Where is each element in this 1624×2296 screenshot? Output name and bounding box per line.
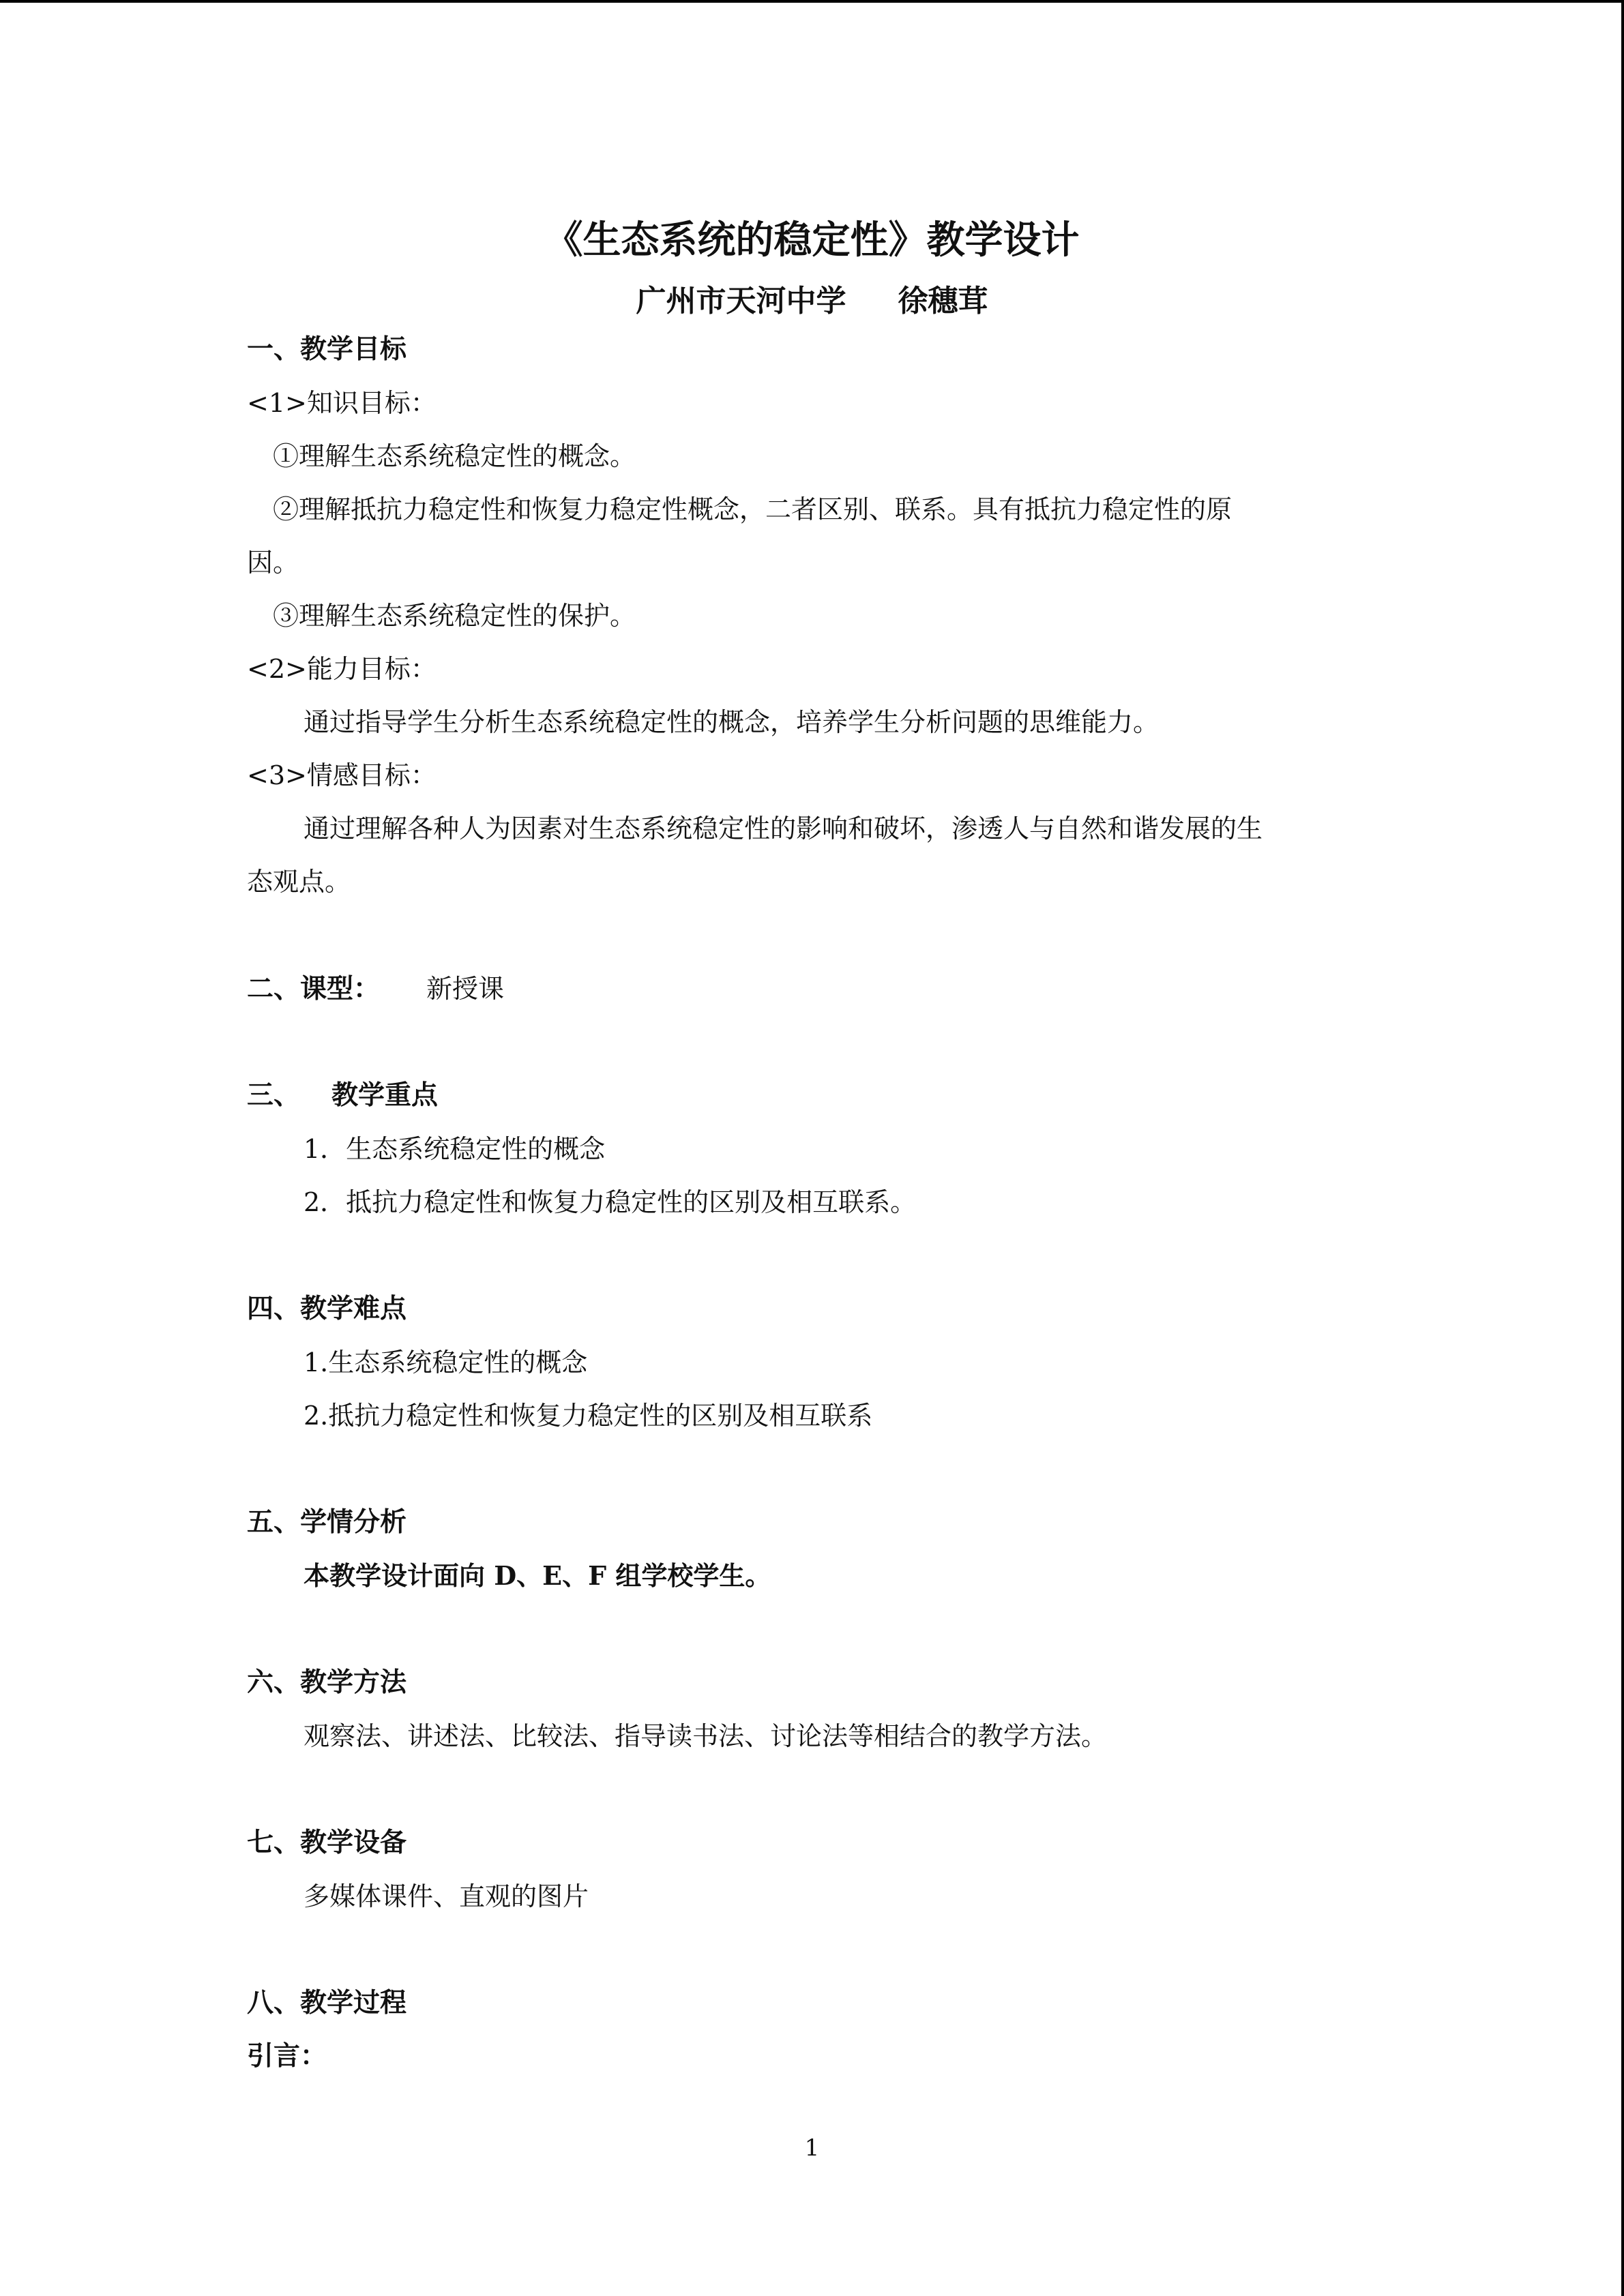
knowledge-goal-label: <1>知识目标： <box>247 388 437 418</box>
section-1-heading: 一、教学目标 <box>247 334 407 365</box>
ability-goal-text: 通过指导学生分析生态系统稳定性的概念，培养学生分析问题的思维能力。 <box>304 707 1160 737</box>
student-analysis-text: 本教学设计面向 D、E、F 组学校学生。 <box>304 1560 771 1591</box>
section-3-prefix: 三、 <box>247 1080 301 1111</box>
difficulty-2: 2.抵抗力稳定性和恢复力稳定性的区别及相互联系 <box>304 1401 873 1431</box>
knowledge-goal-1: ①理解生态系统稳定性的概念。 <box>273 441 636 471</box>
lesson-type-value: 新授课 <box>426 974 505 1004</box>
section-7-heading: 七、教学设备 <box>247 1828 407 1858</box>
ability-goal-label: <2>能力目标： <box>247 654 437 684</box>
page-top-border <box>0 0 1624 3</box>
emotion-goal-line-2: 态观点。 <box>247 867 351 897</box>
key-point-1: 1．生态系统稳定性的概念 <box>304 1134 606 1164</box>
section-3-title: 教学重点 <box>331 1080 439 1111</box>
section-2-heading <box>247 972 504 1007</box>
introduction-label: 引言： <box>247 2041 327 2072</box>
emotion-goal-line-1: 通过理解各种人为因素对生态系统稳定性的影响和破坏，渗透人与自然和谐发展的生 <box>304 814 1263 844</box>
knowledge-goal-2-line-1: ②理解抵抗力稳定性和恢复力稳定性概念，二者区别、联系。具有抵抗力稳定性的原 <box>273 494 1232 524</box>
author-name: 徐穗茸 <box>898 284 988 318</box>
page-number: 1 <box>804 2134 820 2162</box>
emotion-goal-label: <3>情感目标： <box>247 760 437 790</box>
teaching-methods-text: 观察法、讲述法、比较法、指导读书法、讨论法等相结合的教学方法。 <box>304 1721 1108 1751</box>
teaching-equipment-text: 多媒体课件、直观的图片 <box>304 1881 589 1911</box>
page-right-border <box>1621 0 1624 2296</box>
knowledge-goal-2-line-2: 因。 <box>247 548 299 578</box>
key-point-2: 2．抵抗力稳定性和恢复力稳定性的区别及相互联系。 <box>304 1187 917 1217</box>
section-5-heading: 五、学情分析 <box>247 1507 407 1538</box>
lesson-type-label: 二、课型： <box>247 974 381 1004</box>
section-4-heading: 四、教学难点 <box>247 1294 407 1324</box>
section-3-heading <box>247 1079 438 1113</box>
document-title: 《生态系统的稳定性》教学设计 <box>544 218 1080 263</box>
school-name: 广州市天河中学 <box>636 284 846 318</box>
section-6-heading: 六、教学方法 <box>247 1667 407 1698</box>
difficulty-1: 1.生态系统稳定性的概念 <box>304 1347 588 1377</box>
knowledge-goal-3: ③理解生态系统稳定性的保护。 <box>273 601 636 631</box>
document-subtitle <box>0 282 1624 320</box>
section-8-heading: 八、教学过程 <box>247 1988 407 2018</box>
